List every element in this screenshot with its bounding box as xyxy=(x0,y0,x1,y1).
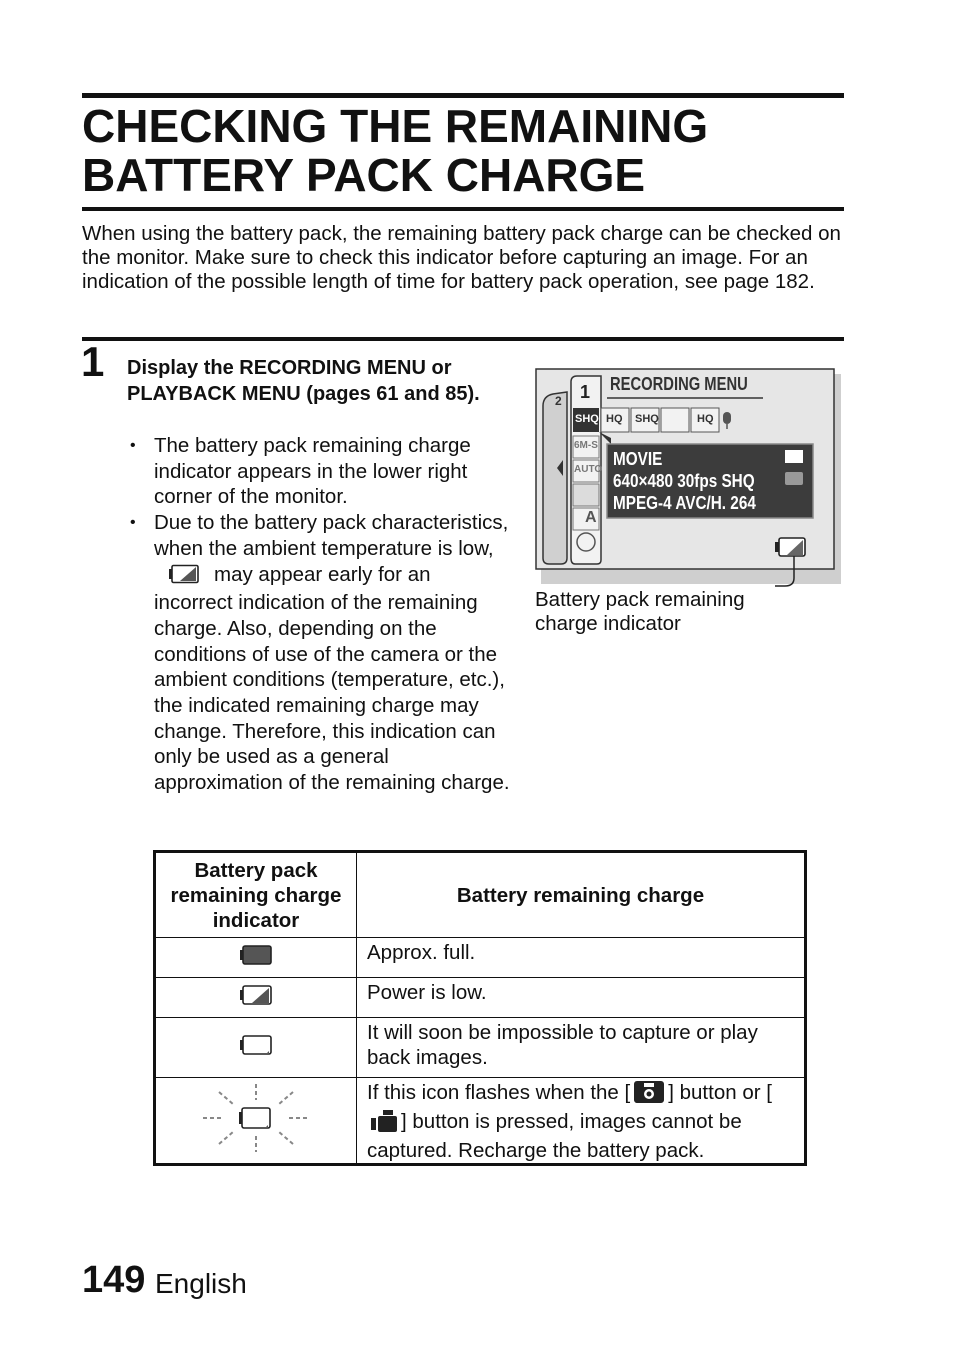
icon-label-4: HQ xyxy=(697,413,714,425)
step-bullets xyxy=(127,433,512,796)
page-number: 149 xyxy=(82,1259,146,1301)
intro-paragraph: When using the battery pack, the remaining battery pack charge can be checked on the monitor. Make sure to check this indicator before capturing an image. For an indication of the possible length of time for battery pack operation, see page 182. xyxy=(82,222,841,293)
info-line-2: 640×480 30fps SHQ xyxy=(613,471,755,491)
side-icon-6m: 6M-S xyxy=(574,440,598,451)
table-row xyxy=(155,1078,806,1165)
battery-low-icon xyxy=(168,564,200,591)
camera-monitor-illustration xyxy=(535,368,845,588)
title-rule-bottom xyxy=(82,207,844,211)
row-flashing-text: If this icon flashes when the [ ] button or [] button is pressed, images cannot be captured. Recharge the battery pack. xyxy=(357,1078,806,1165)
battery-full-icon xyxy=(155,938,357,978)
battery-charge-table xyxy=(153,850,807,1166)
row-empty-text: It will soon be impossible to capture or play back images. xyxy=(357,1018,806,1078)
step-number: 1 xyxy=(81,338,105,385)
title-line-1: CHECKING THE REMAINING xyxy=(82,100,709,152)
bullet-2: • Due to the battery pack characteristics, when the ambient temperature is low,may appear early for an incorrect indication of the remaining charge. Also, depending on the conditions of use of the camera or the ambient conditions (temperature, etc.), the indicated remaining charge may change. Therefore, this indication can only be used as a general approximation of the remaining charge. xyxy=(127,510,512,796)
table-header-row xyxy=(155,852,806,938)
recording-menu-title: RECORDING MENU xyxy=(610,374,748,394)
page-language: English xyxy=(155,1268,247,1299)
menu-tab-2: 2 xyxy=(555,394,562,408)
info-line-1: MOVIE xyxy=(613,449,663,469)
icon-label-2: HQ xyxy=(606,413,623,425)
side-icon-auto: AUTO xyxy=(574,464,603,475)
menu-tab-1: 1 xyxy=(580,382,591,402)
step-rule xyxy=(82,337,844,341)
side-icon-flash: A xyxy=(585,509,597,526)
battery-indicator-caption: Battery pack remaining charge indicator xyxy=(535,588,745,635)
battery-empty-icon xyxy=(155,1018,357,1078)
header-remaining-charge: Battery remaining charge xyxy=(357,852,806,938)
step-heading: Display the RECORDING MENU or PLAYBACK MENU (pages 61 and 85). xyxy=(127,357,480,405)
bullet-1: • The battery pack remaining charge indicator appears in the lower right corner of the monitor. xyxy=(127,433,512,510)
header-indicator: Battery pack remaining charge indicator xyxy=(155,852,357,938)
title-line-2: BATTERY PACK CHARGE xyxy=(82,149,646,201)
icon-label-1: SHQ xyxy=(575,413,599,425)
row-full-text: Approx. full. xyxy=(357,938,806,978)
page-title xyxy=(82,102,852,200)
row-low-text: Power is low. xyxy=(357,978,806,1018)
info-line-3: MPEG-4 AVC/H. 264 xyxy=(613,493,756,513)
icon-label-3: SHQ xyxy=(635,413,659,425)
table-row xyxy=(155,1018,806,1078)
table-row xyxy=(155,978,806,1018)
battery-flashing-icon xyxy=(155,1078,357,1165)
camera-button-icon xyxy=(634,1081,664,1109)
title-rule-top xyxy=(82,93,844,98)
battery-low-icon xyxy=(155,978,357,1018)
table-row xyxy=(155,938,806,978)
video-button-icon xyxy=(371,1110,397,1138)
